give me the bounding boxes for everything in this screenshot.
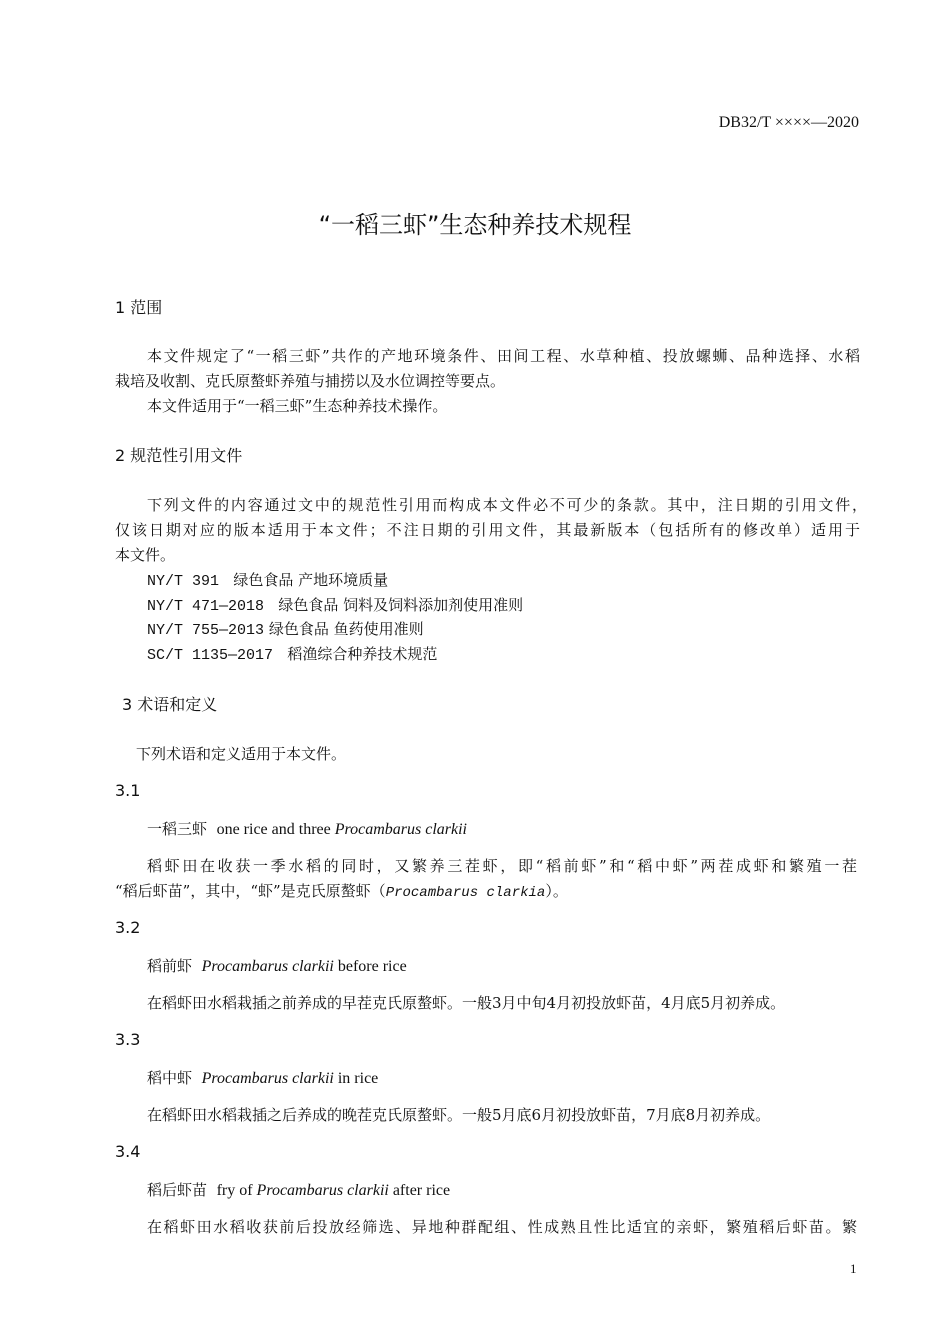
term-title: 一稻三虾 one rice and three Procambarus clarkii: [147, 820, 467, 838]
paragraph-line: 下列文件的内容通过文中的规范性引用而构成本文件必不可少的条款。其中，注日期的引用文件，: [147, 496, 867, 514]
term-number: 3.4: [115, 1142, 141, 1161]
paragraph-line: 仅该日期对应的版本适用于本文件；不注日期的引用文件，其最新版本（包括所有的修改单）适用于: [115, 521, 860, 539]
definition-line: 在稻虾田水稻栽插之前养成的早茬克氏原螯虾。一般3月中旬4月初投放虾苗，4月底5月初养成。: [147, 994, 786, 1012]
paragraph-line: 栽培及收割、克氏原螯虾养殖与捕捞以及水位调控等要点。: [115, 372, 506, 390]
page-number: 1: [850, 1261, 857, 1276]
reference-item: NY/T 755—2013 绿色食品 鱼药使用准则: [147, 620, 424, 639]
paragraph-line: 本文件规定了“一稻三虾”共作的产地环境条件、田间工程、水草种植、投放螺蛳、品种选择、水稻: [147, 347, 860, 365]
term-title: 稻前虾 Procambarus clarkii before rice: [147, 957, 407, 975]
definition-line: 在稻虾田水稻栽插之后养成的晚茬克氏原螯虾。一般5月底6月初投放虾苗，7月底8月初养成。: [147, 1106, 771, 1124]
page-title: “一稻三虾”生态种养技术规程: [318, 211, 632, 239]
section-heading-terms: 3 术语和定义: [122, 695, 218, 714]
term-title: 稻后虾苗 fry of Procambarus clarkii after rice: [147, 1181, 451, 1199]
reference-item: SC/T 1135—2017 稻渔综合种养技术规范: [147, 645, 438, 664]
term-title: 稻中虾 Procambarus clarkii in rice: [147, 1069, 379, 1087]
definition-line: 在稻虾田水稻收获前后投放经筛选、异地种群配组、性成熟且性比适宜的亲虾，繁殖稻后虾苗。繁: [147, 1218, 857, 1236]
reference-item: NY/T 391 绿色食品 产地环境质量: [147, 571, 389, 590]
paragraph-line: 本文件适用于“一稻三虾”生态种养技术操作。: [147, 397, 448, 415]
term-number: 3.1: [115, 781, 141, 800]
paragraph-line: 本文件。: [115, 546, 176, 564]
section-heading-normative-references: 2 规范性引用文件: [115, 446, 243, 465]
document-code: DB32/T ××××—2020: [718, 114, 859, 131]
section-heading-scope: 1 范围: [115, 298, 163, 317]
paragraph-line: 下列术语和定义适用于本文件。: [136, 745, 347, 763]
definition-line: “稻后虾苗”，其中，“虾”是克氏原螯虾（Procambarus clarkia）。: [115, 882, 568, 901]
term-number: 3.2: [115, 918, 141, 937]
reference-item: NY/T 471—2018 绿色食品 饲料及饲料添加剂使用准则: [147, 596, 524, 615]
definition-line: 稻虾田在收获一季水稻的同时，又繁养三茬虾，即“稻前虾”和“稻中虾”两茬成虾和繁殖一茬: [147, 857, 857, 875]
term-number: 3.3: [115, 1030, 141, 1049]
